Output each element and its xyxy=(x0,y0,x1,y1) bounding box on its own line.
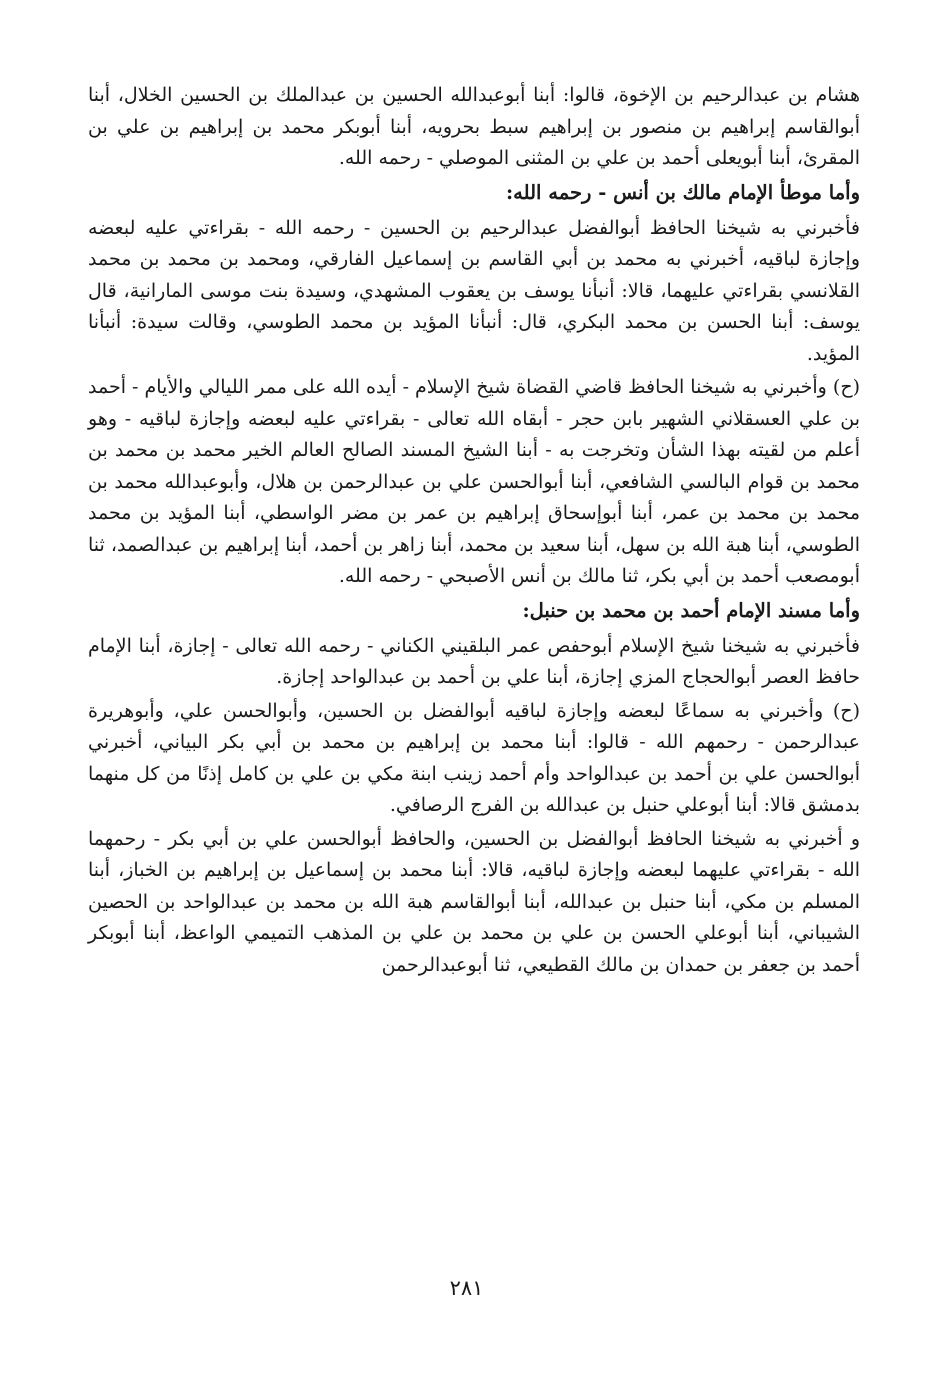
paragraph-1: هشام بن عبدالرحيم بن الإخوة، قالوا: أبنا أبوعبدالله الحسين بن عبدالملك بن الحسين الخلال، أبنا أبوالقاسم إبراهيم بن منصور بن إبراهيم سبط بحرويه، أبنا أبوبكر محمد بن إبراهيم بن علي بن المقرئ، أبنا أبويعلى أحمد بن علي بن المثنى الموصلي - رحمه الله. xyxy=(88,84,860,169)
paragraph-4: فأخبرني به شيخنا شيخ الإسلام أبوحفص عمر البلقيني الكناني - رحمه الله تعالى - إجازة، أبنا الإمام حافظ العصر أبوالحجاج المزي إجازة، أبنا علي بن أحمد بن عبدالواحد إجازة. xyxy=(88,634,860,688)
heading-muwatta: وأما موطأ الإمام مالك بن أنس - رحمه الله: xyxy=(505,180,860,204)
paragraph-2: فأخبرني به شيخنا الحافظ أبوالفضل عبدالرحيم بن الحسين - رحمه الله - بقراءتي عليه لبعضه وإجازة لباقيه، أخبرني به محمد بن أبي القاسم بن إسماعيل الفارقي، ومحمد بن محمد بن محمد القلانسي بقراءتي عليهما، قالا: أنبأنا يوسف بن يعقوب المشهدي، وسيدة بنت موسى المارانية، قال يوسف: أبنا الحسن بن محمد البكري، قال: أنبأنا المؤيد بن محمد الطوسي، وقالت سيدة: أنبأنا المؤيد. xyxy=(88,216,860,365)
document-body xyxy=(88,80,860,983)
paragraph-3: (ح) وأخبرني به شيخنا الحافظ قاضي القضاة شيخ الإسلام - أيده الله على ممر الليالي والأيام - أحمد بن علي العسقلاني الشهير بابن حجر - أبقاه الله تعالى - بقراءتي عليه لبعضه وإجازة لباقيه - وهو أعلم من لقيته بهذا الشأن وتخرجت به - أبنا الشيخ المسند الصالح العالم الخير محمد بن محمد بن محمد بن قوام البالسي الشافعي، أبنا أبوالحسن علي بن عبدالرحمن بن هلال، وأبوعبدالله محمد بن محمد بن محمد بن عمر، أبنا أبوإسحاق إبراهيم بن عمر بن مضر الواسطي، أبنا المؤيد بن محمد الطوسي، أبنا هبة الله بن سهل، أبنا سعيد بن محمد، أبنا زاهر بن أحمد، أبنا إبراهيم بن عبدالصمد، ثنا أبومصعب أحمد بن أبي بكر، ثنا مالك بن أنس الأصبحي - رحمه الله. xyxy=(88,376,860,587)
heading-musnad-ahmad: وأما مسند الإمام أحمد بن محمد بن حنبل: xyxy=(522,598,860,622)
paragraph-6: و أخبرني به شيخنا الحافظ أبوالفضل بن الحسين، والحافظ أبوالحسن علي بن أبي بكر - رحمهما الله - بقراءتي عليهما لبعضه وإجازة لباقيه، قالا: أبنا محمد بن إسماعيل بن إبراهيم بن الخباز، أبنا المسلم بن مكي، أبنا حنبل بن عبدالله، أبنا أبوالقاسم هبة الله بن محمد بن عبدالواحد بن الحصين الشيباني، أبنا أبوعلي الحسن بن علي بن محمد بن علي بن المذهب التميمي الواعظ، أبنا أبوبكر أحمد بن جعفر بن حمدان بن مالك القطيعي، ثنا أبوعبدالرحمن xyxy=(88,827,860,976)
page-number: ٢٨١ xyxy=(449,1276,484,1300)
paragraph-5: (ح) وأخبرني به سماعًا لبعضه وإجازة لباقيه أبوالفضل بن الحسين، وأبوالحسن علي، وأبوهريرة عبدالرحمن - رحمهم الله - قالوا: أبنا محمد بن إبراهيم بن محمد بن أبي بكر البياني، أخبرني أبوالحسن علي بن أحمد بن عبدالواحد وأم أحمد زينب ابنة مكي بن علي بن كامل إذنًا من كل منهما بدمشق قالا: أبنا أبوعلي حنبل بن عبدالله بن الفرج الرصافي. xyxy=(88,699,860,816)
